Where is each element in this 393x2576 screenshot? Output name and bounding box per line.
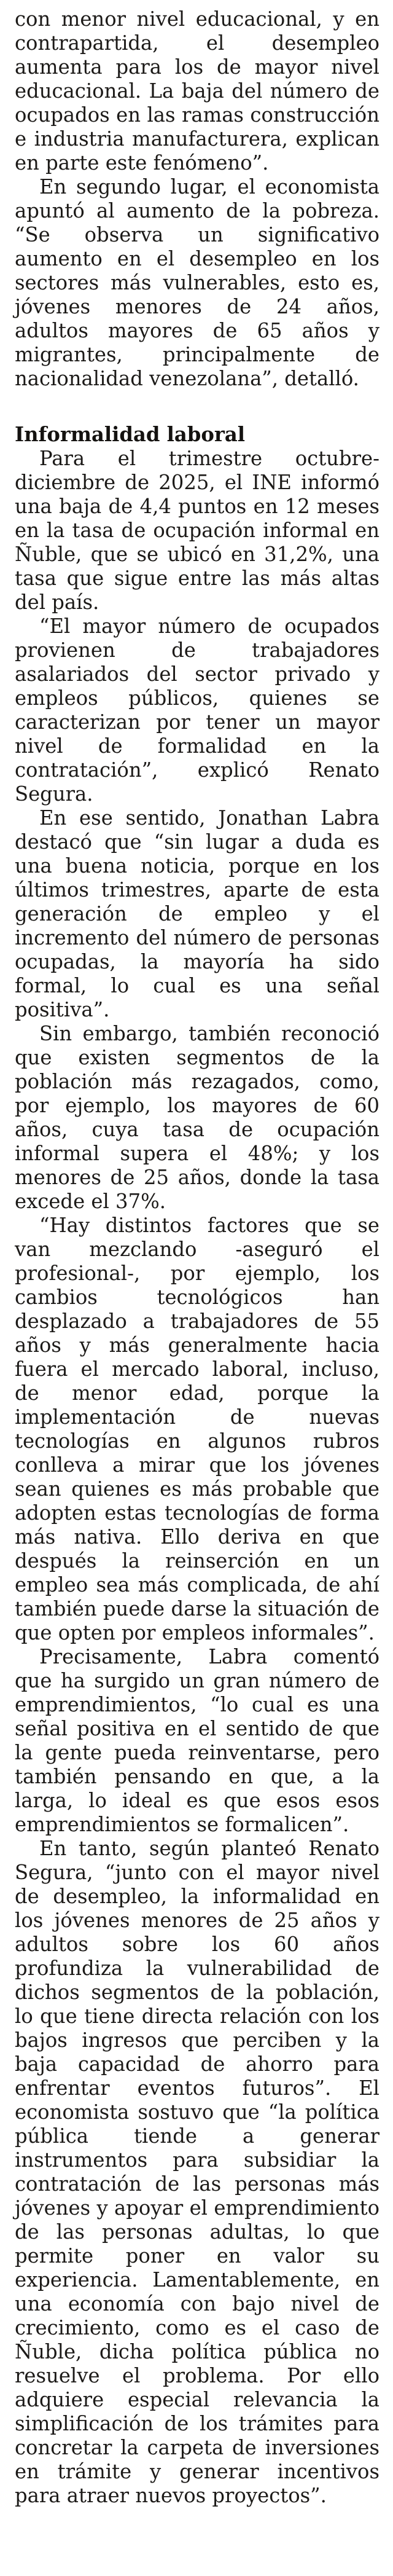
article-paragraph: Para el trimestre octubre-diciembre de 2025, el INE informó una baja de 4,4 puntos en 12 meses en la tasa de ocupación informal en Ñuble, que se ubicó en 31,2%, una tasa que sigue entre las más altas del país. xyxy=(15,447,379,614)
article-paragraph: En segundo lugar, el economista apuntó al aumento de la pobreza. “Se observa un significativo aumento en el desempleo en los sectores más vulnerables, esto es, jóvenes menores de 24 años, adultos mayores de 65 años y migrantes, principalmente de nacionalidad venezolana”, detalló. xyxy=(15,175,379,390)
article-paragraph: “El mayor número de ocupados provienen de trabajadores asalariados del sector privado y empleos públicos, quienes se caracterizan por tener un mayor nivel de formalidad en la contratación”, explicó Renato Segura. xyxy=(15,615,379,806)
article-paragraph-continued: con menor nivel educacional, y en contrapartida, el desempleo aumenta para los de mayor nivel educacional. La baja del número de ocupados en las ramas construcción e industria manufacturera, explican en parte este fenómeno”. xyxy=(15,7,379,175)
article-paragraph: Precisamente, Labra comentó que ha surgido un gran número de emprendimientos, “lo cual es una señal positiva en el sentido de que la gente pueda reinventarse, pero también pensando en que, a la larga, lo ideal es que esos esos emprendimientos se formalicen”. xyxy=(15,1645,379,1836)
article-paragraph: “Hay distintos factores que se van mezclando -aseguró el profesional-, por ejemplo, los cambios tecnológicos han desplazado a trabajadores de 55 años y más generalmente hacia fuera el mercado laboral, incluso, de menor edad, porque la implementación de nuevas tecnologías en algunos rubros conlleva a mirar que los jóvenes sean quienes es más probable que adopten estas tecnologías de forma más nativa. Ello deriva en que después la reinserción en un empleo sea más complicada, de ahí también puede darse la situación de que opten por empleos informales”. xyxy=(15,1214,379,1644)
article-paragraph: En ese sentido, Jonathan Labra destacó que “sin lugar a duda es una buena noticia, porque en los últimos trimestres, aparte de esta generación de empleo y el incremento del número de personas ocupadas, la mayoría ha sido formal, lo cual es una señal positiva”. xyxy=(15,806,379,1021)
article-column xyxy=(15,7,379,2508)
article-paragraph: En tanto, según planteó Renato Segura, “junto con el mayor nivel de desempleo, la informalidad en los jóvenes menores de 25 años y adultos sobre los 60 años profundiza la vulnerabilidad de dichos segmentos de la población, lo que tiene directa relación con los bajos ingresos que perciben y la baja capacidad de ahorro para enfrentar eventos futuros”. El economista sostuvo que “la política pública tiende a generar instrumentos para subsidiar la contratación de las personas más jóvenes y apoyar el emprendimiento de las personas adultas, lo que permite poner en valor su experiencia. Lamentablemente, en una economía con bajo nivel de crecimiento, como es el caso de Ñuble, dicha política pública no resuelve el problema. Por ello adquiere especial relevancia la simplificación de los trámites para concretar la carpeta de inversiones en trámite y generar incentivos para atraer nuevos proyectos”. xyxy=(15,1837,379,2507)
article-paragraph: Sin embargo, también reconoció que existen segmentos de la población más rezagados, como, por ejemplo, los mayores de 60 años, cuya tasa de ocupación informal supera el 48%; y los menores de 25 años, donde la tasa excede el 37%. xyxy=(15,1022,379,1213)
section-heading: Informalidad laboral xyxy=(15,423,246,446)
